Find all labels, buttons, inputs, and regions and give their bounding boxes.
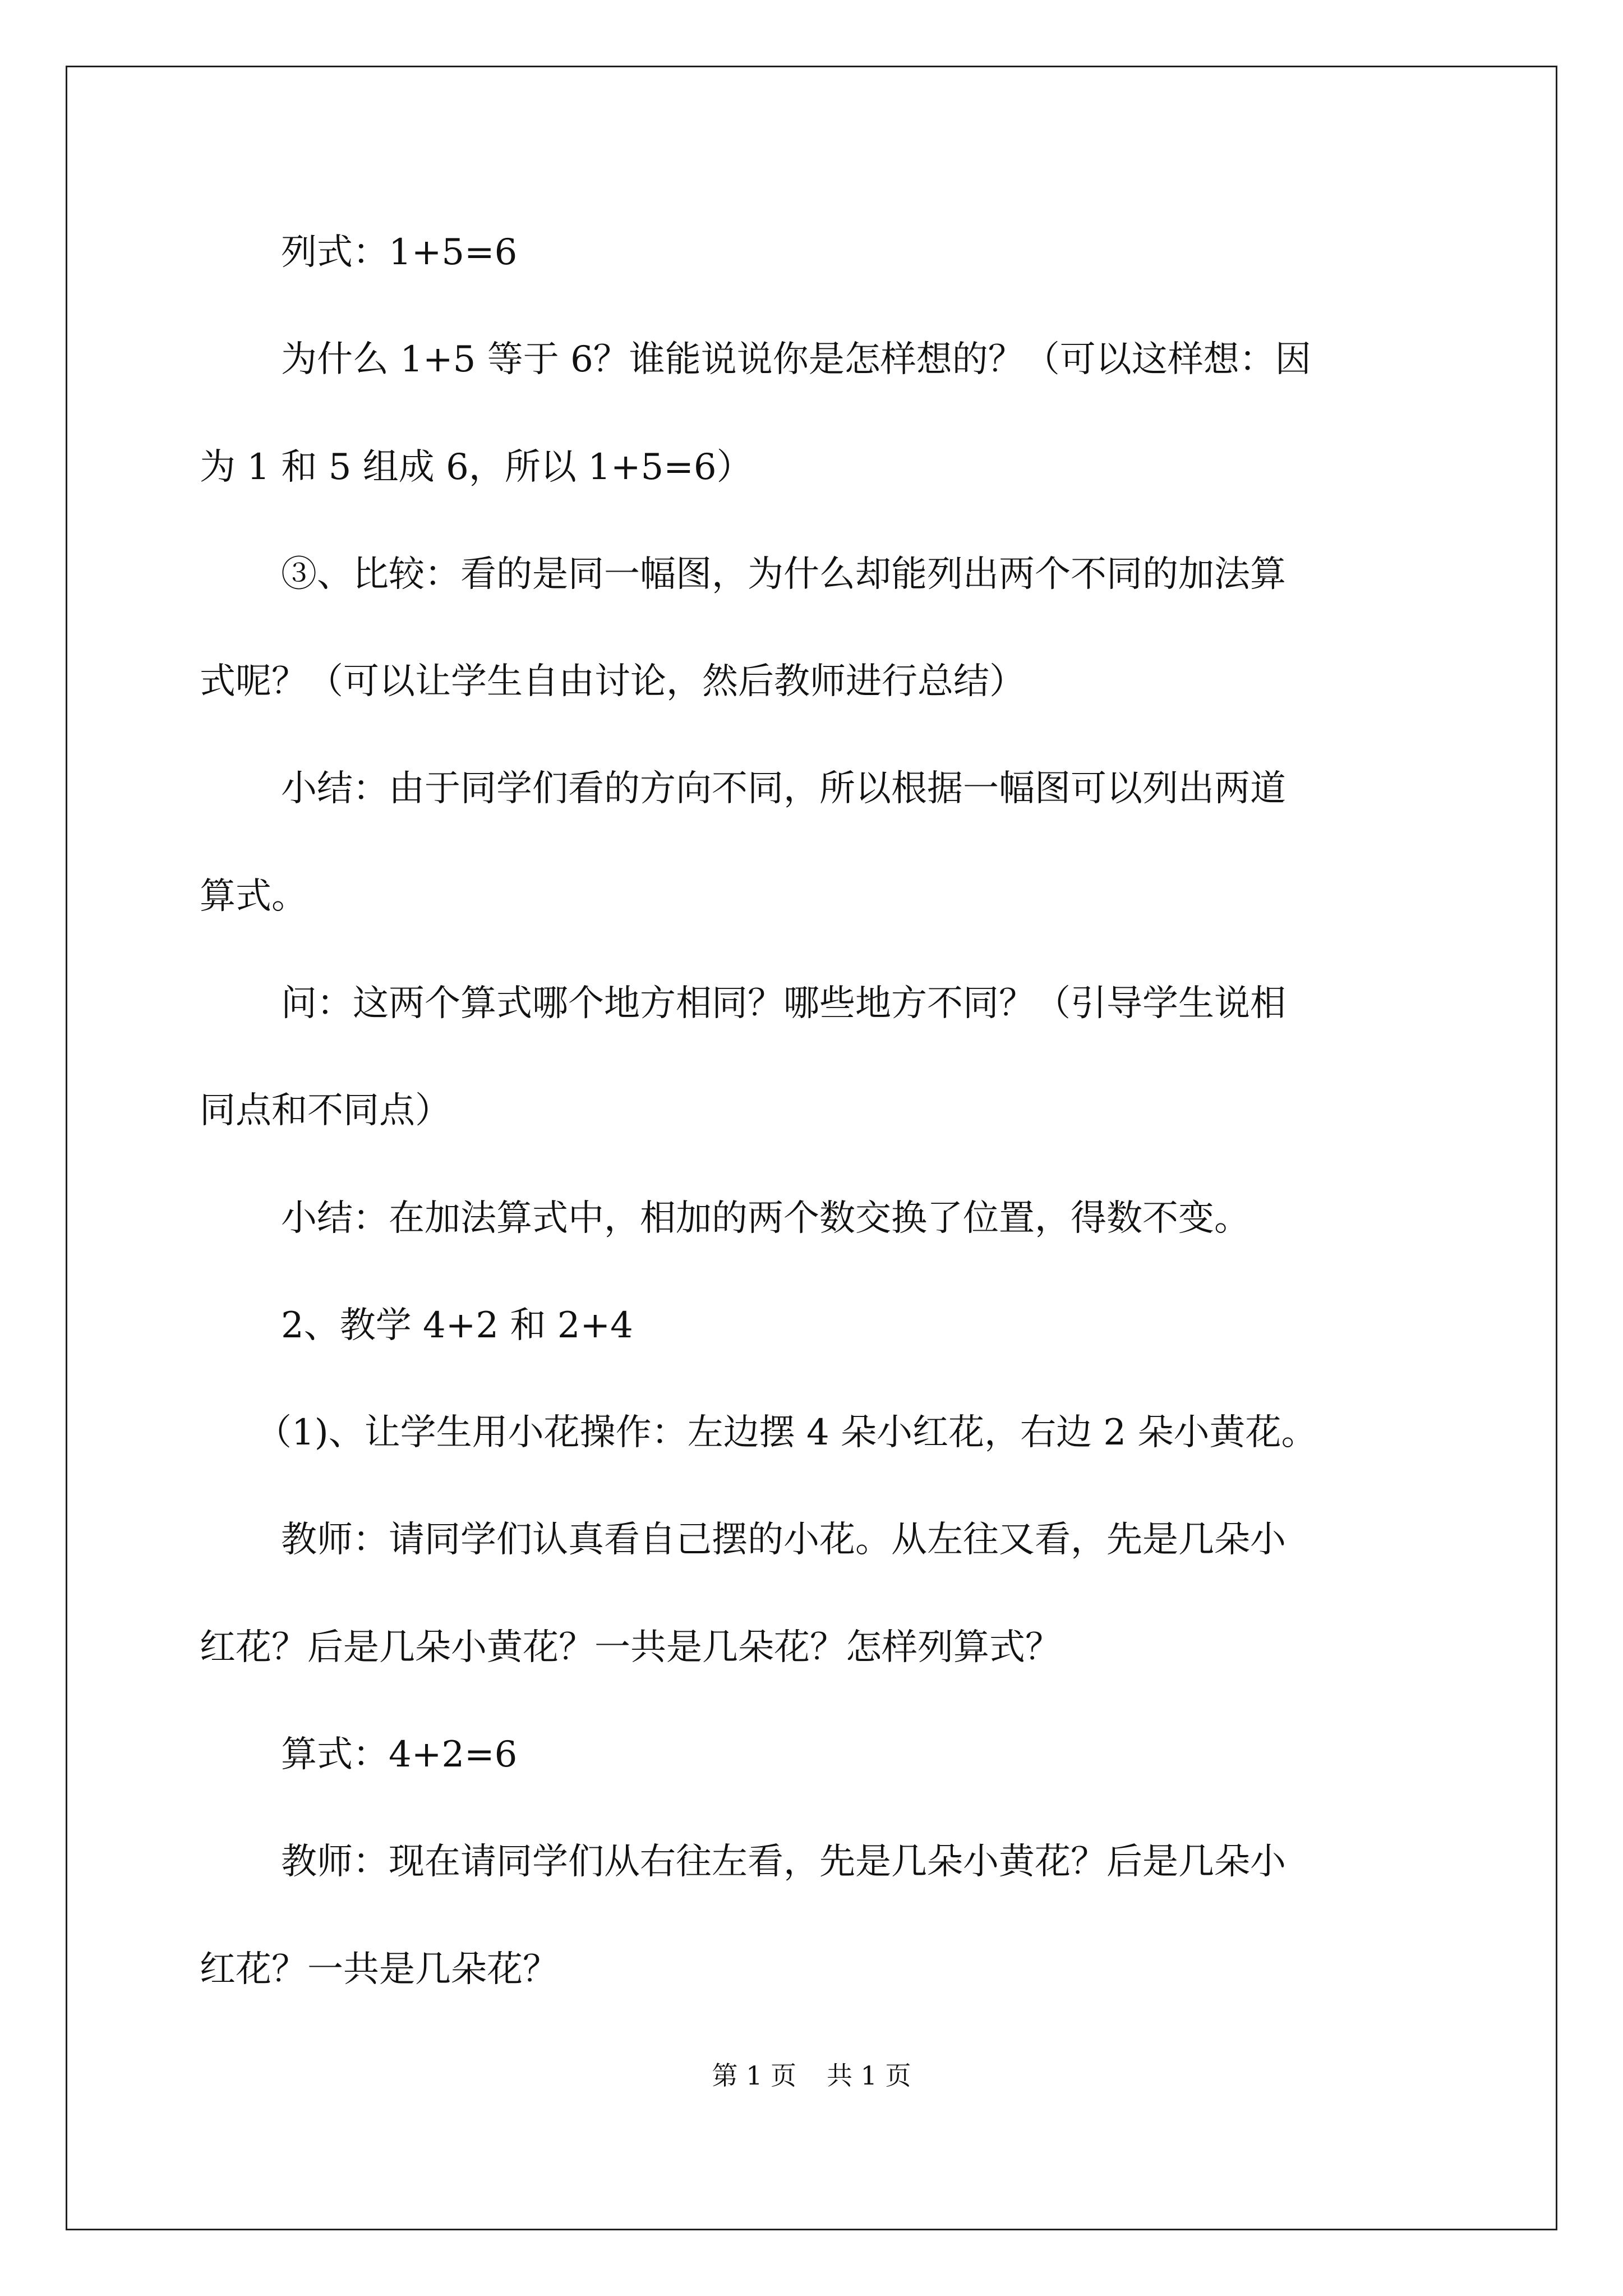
paragraph-line: 小结：由于同学们看的方向不同，所以根据一幅图可以列出两道 — [281, 768, 1286, 809]
paragraph-line: 问：这两个算式哪个地方相同？哪些地方不同？（引导学生说相 — [281, 983, 1286, 1024]
page-total: 共 1 页 — [827, 2060, 911, 2091]
paragraph-line: 式呢？（可以让学生自由讨论，然后教师进行总结） — [200, 661, 1025, 702]
paragraph-line: 2、教学 4+2 和 2+4 — [281, 1305, 633, 1346]
page-border — [66, 66, 1557, 2230]
paragraph-line: 算式。 — [200, 876, 307, 917]
paragraph-line: 列式：1+5=6 — [281, 232, 518, 273]
paragraph-line: （1)、让学生用小花操作：左边摆 4 朵小红花，右边 2 朵小黄花。 — [256, 1412, 1317, 1453]
paragraph-line: 红花？一共是几朵花？ — [200, 1949, 559, 1990]
paragraph-line: 为什么 1+5 等于 6？谁能说说你是怎样想的？（可以这样想：因 — [281, 339, 1311, 380]
paragraph-line: 教师：请同学们认真看自己摆的小花。从左往又看，先是几朵小 — [281, 1519, 1286, 1561]
page-footer — [0, 2059, 1623, 2092]
paragraph-line: 教师：现在请同学们从右往左看，先是几朵小黄花？后是几朵小 — [281, 1841, 1286, 1883]
paragraph-line: 为 1 和 5 组成 6，所以 1+5=6） — [200, 447, 753, 488]
paragraph-line: 红花？后是几朵小黄花？一共是几朵花？怎样列算式？ — [200, 1627, 1061, 1668]
page-number: 第 1 页 — [712, 2060, 796, 2091]
paragraph-line: ③、比较：看的是同一幅图，为什么却能列出两个不同的加法算 — [281, 554, 1286, 595]
paragraph-line: 同点和不同点） — [200, 1090, 451, 1131]
paragraph-line: 小结：在加法算式中，相加的两个数交换了位置，得数不变。 — [281, 1198, 1250, 1239]
paragraph-line: 算式：4+2=6 — [281, 1734, 518, 1775]
